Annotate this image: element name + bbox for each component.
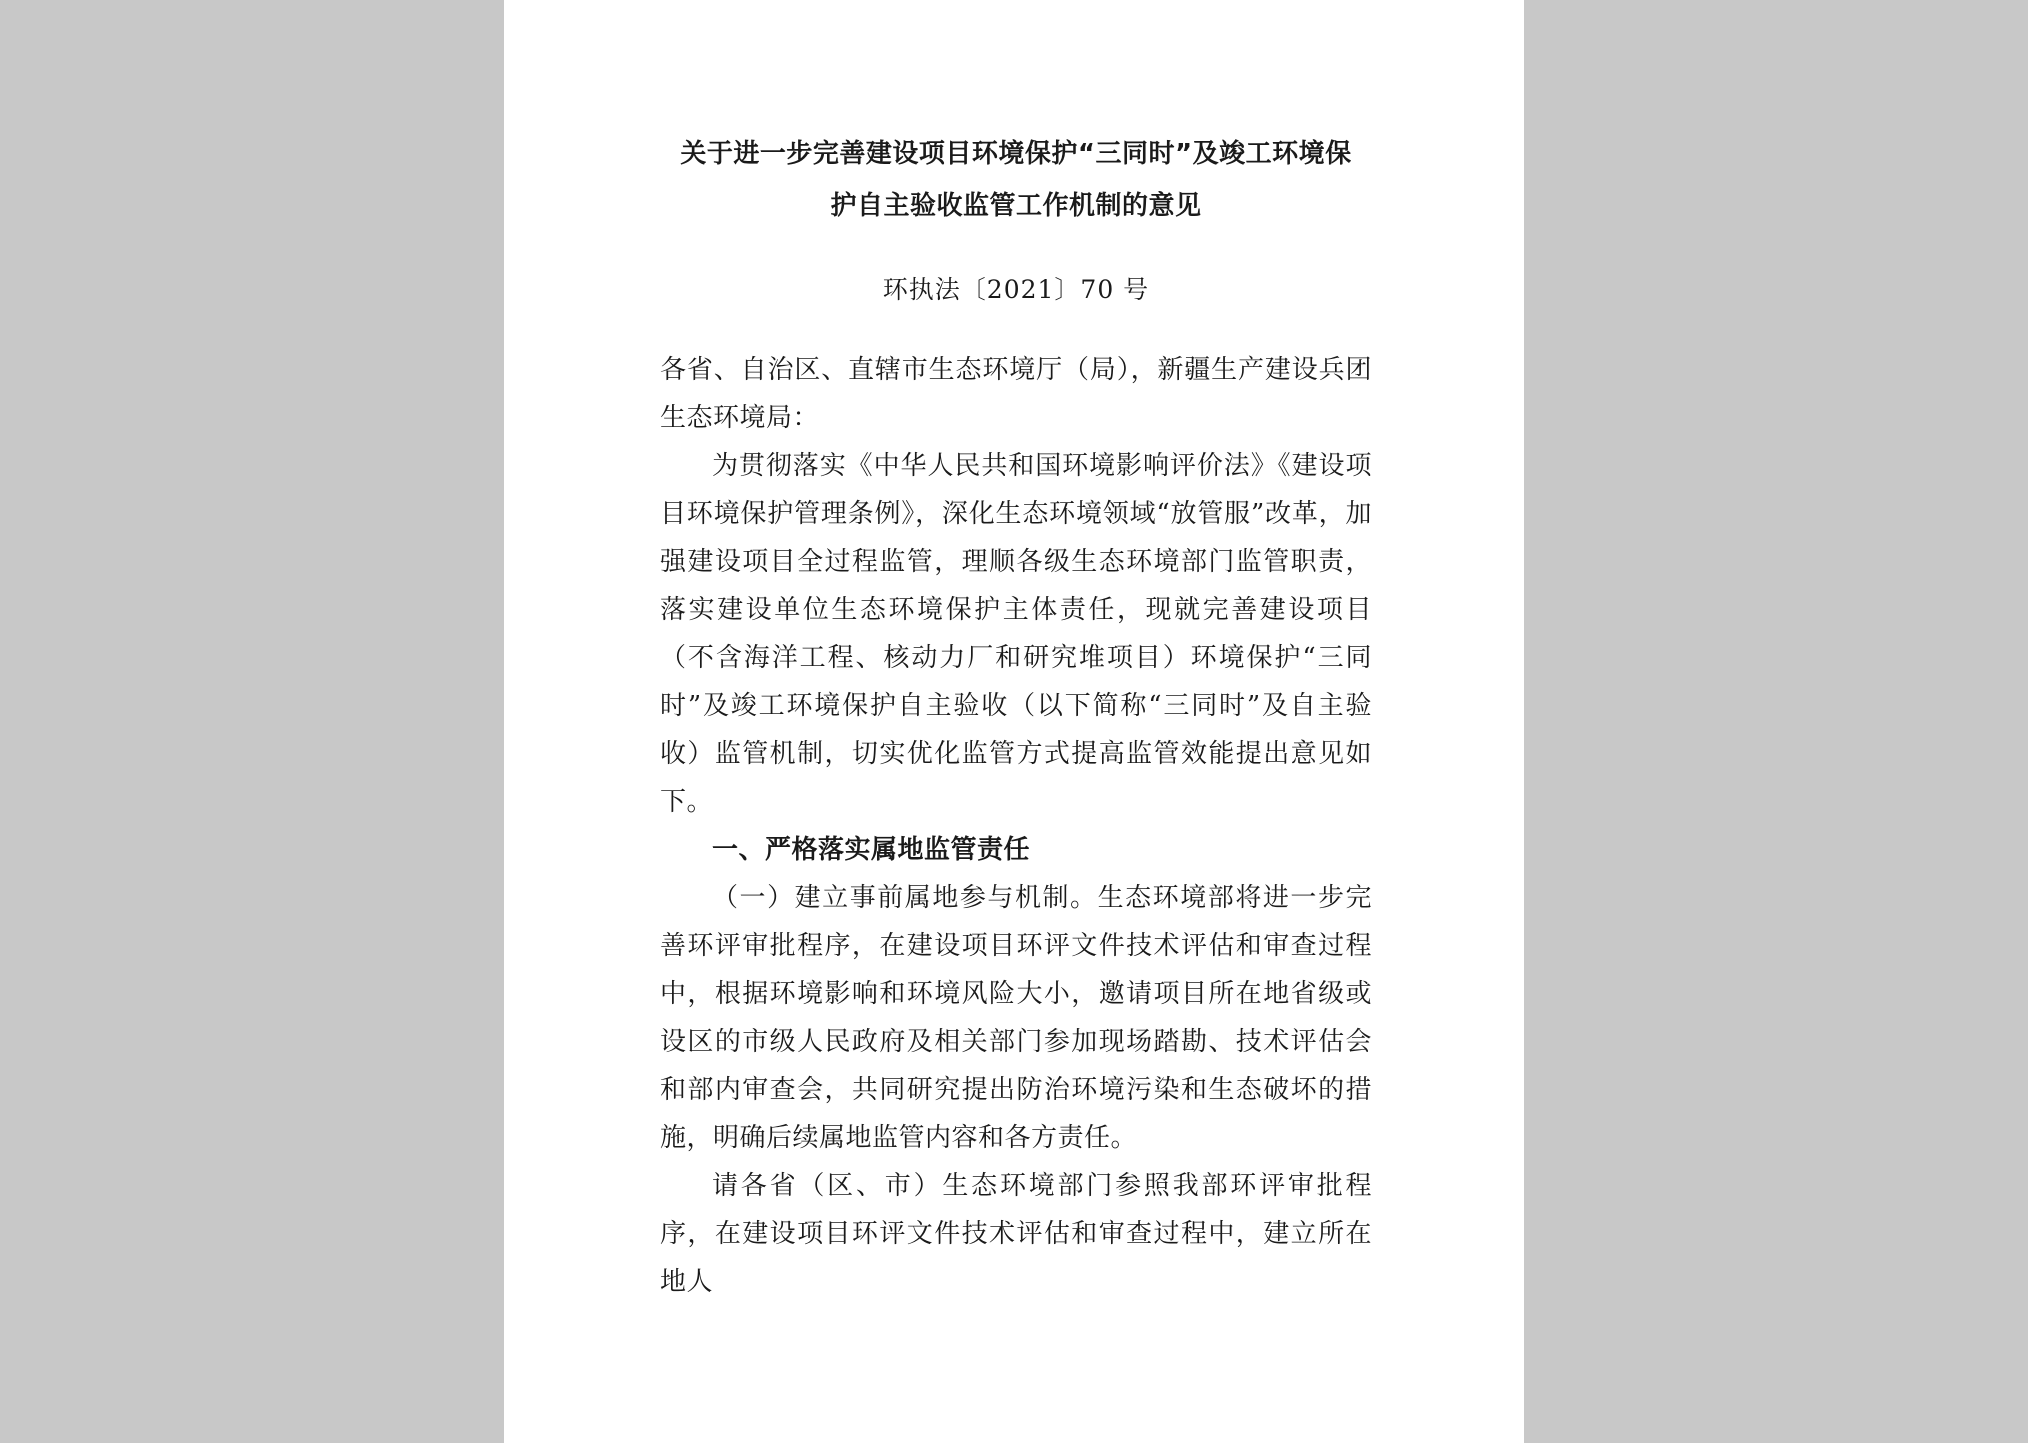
title-line-1: 关于进一步完善建设项目环境保护“三同时”及竣工环境保 bbox=[680, 139, 1352, 169]
document-number: 环执法〔2021〕70 号 bbox=[882, 275, 1150, 304]
section-heading: 一、严格落实属地监管责任 bbox=[712, 835, 1031, 865]
intro-paragraph: 为贯彻落实《中华人民共和国环境影响评价法》《建设项目环境保护管理条例》，深化生态环境领域“放管服”改革，加强建设项目全过程监管，理顺各级生态环境部门监管职责，落实建设单位生态环境保护主体责任，现就完善建设项目（不含海洋工程、核动力厂和研究堆项目）环境保护“三同时”及竣工环境保护自主验收（以下简称“三同时”及自主验收）监管机制，切实优化监管方式提高监管效能提出意见如下。 bbox=[660, 451, 1372, 817]
document-content bbox=[660, 128, 1372, 1306]
section-paragraph-2: 请各省（区、市）生态环境部门参照我部环评审批程序，在建设项目环评文件技术评估和审查过程中，建立所在地人 bbox=[660, 1171, 1372, 1297]
section-paragraph-1: （一）建立事前属地参与机制。生态环境部将进一步完善环评审批程序，在建设项目环评文件技术评估和审查过程中，根据环境影响和环境风险大小，邀请项目所在地省级或设区的市级人民政府及相关部门参加现场踏勘、技术评估会和部内审查会，共同研究提出防治环境污染和生态破坏的措施，明确后续属地监管内容和各方责任。 bbox=[660, 883, 1372, 1153]
title-line-2: 护自主验收监管工作机制的意见 bbox=[830, 191, 1202, 221]
addressee: 各省、自治区、直辖市生态环境厅（局），新疆生产建设兵团生态环境局： bbox=[660, 355, 1372, 433]
document-page bbox=[504, 0, 1524, 1443]
document-title bbox=[660, 128, 1372, 232]
